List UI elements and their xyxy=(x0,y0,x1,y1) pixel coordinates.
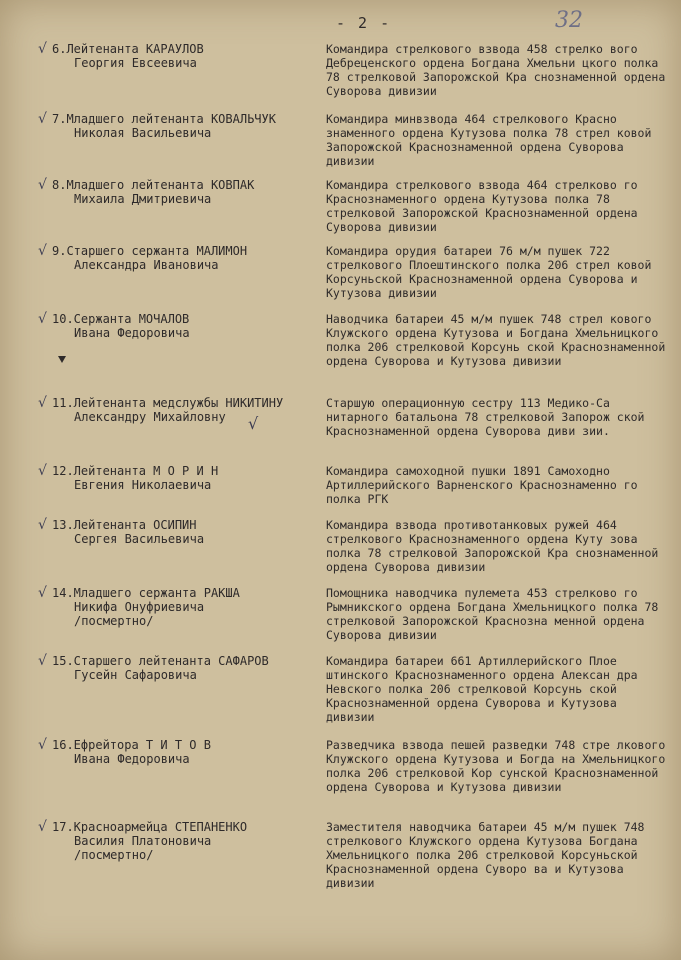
checkmark-icon: √ xyxy=(38,111,47,127)
checkmark-icon: √ xyxy=(38,395,47,411)
rank-and-name xyxy=(52,42,322,70)
checkmark-icon: √ xyxy=(38,737,47,753)
first-name-patronymic: Василия Платоновича xyxy=(74,834,212,848)
posthumous-note: /посмертно/ xyxy=(74,848,154,862)
rank-surname: 10.Сержанта МОЧАЛОВ xyxy=(52,312,190,326)
position-text: Разведчика взвода пешей разведки 748 стре лкового Клужского ордена Кутузова и Богда на Хмельницкого полка 206 стрелковой Кор сунской Краснознаменной ордена Суворова и Кутузова дивизии xyxy=(326,738,666,794)
first-name-patronymic: Николая Васильевича xyxy=(74,126,212,140)
rank-surname: 11.Лейтенанта медслужбы НИКИТИНУ xyxy=(52,396,284,410)
rank-surname: 14.Младшего сержанта РАКША xyxy=(52,586,240,600)
first-name-patronymic: Александра Ивановича xyxy=(74,258,219,272)
rank-surname: 9.Старшего сержанта МАЛИМОН xyxy=(52,244,248,258)
position-text: Командира самоходной пушки 1891 Самоходно Артиллерийского Варненского Краснознаменно го полка РГК xyxy=(326,464,638,506)
checkmark-icon: √ xyxy=(38,243,47,259)
position-text: Заместителя наводчика батареи 45 м/м пушек 748 стрелкового Клужского ордена Кутузова Богдана Хмельницкого полка 206 стрелковой Корсуньской Краснознаменной ордена Суворо ва и Кутузова дивизии xyxy=(326,820,645,890)
checkmark-icon: √ xyxy=(38,585,47,601)
checkmark-icon: √ xyxy=(38,653,47,669)
rank-surname: 12.Лейтенанта М О Р И Н xyxy=(52,464,219,478)
page-number: - 2 - xyxy=(336,14,392,32)
archive-handwritten-number: 32 xyxy=(555,8,583,33)
first-name-patronymic: Никифа Онуфриевича xyxy=(74,600,205,614)
rank-surname: 8.Младшего лейтенанта КОВПАК xyxy=(52,178,255,192)
first-name-patronymic: Георгия Евсеевича xyxy=(74,56,197,70)
first-name-patronymic: Александру Михайловну xyxy=(74,410,226,424)
first-name-patronymic: Гусейн Сафаровича xyxy=(74,668,197,682)
position-text: Наводчика батареи 45 м/м пушек 748 стрел кового Клужского ордена Кутузова и Богдана Хмельницкого полка 206 стрелковой Корсунь ской Краснознаменной ордена Суворова и Кутузова дивизии xyxy=(326,312,666,368)
position-text: Командира минвзвода 464 стрелкового Красно знаменного ордена Кутузова полка 78 стрел ковой Запорожской Краснознаменной ордена Суворова дивизии xyxy=(326,112,652,168)
handwritten-checkmark-icon: √ xyxy=(248,414,259,433)
rank-and-name xyxy=(52,738,322,766)
first-name-patronymic: Михаила Дмитриевича xyxy=(74,192,212,206)
rank-and-name xyxy=(52,244,322,272)
rank-and-name xyxy=(52,586,322,628)
checkmark-icon: √ xyxy=(38,177,47,193)
position-text: Командира взвода противотанковых ружей 464 стрелкового Краснознаменного ордена Куту зова полка 78 стрелковой Запорожской Кра снознаменной ордена Суворова дивизии xyxy=(326,518,659,574)
rank-and-name xyxy=(52,654,322,682)
rank-surname: 6.Лейтенанта КАРАУЛОВ xyxy=(52,42,204,56)
position-text: Помощника наводчика пулемета 453 стрелково го Рымникского ордена Богдана Хмельницкого полка 78 стрелковой Запорожской Краснозна менной ордена Суворова дивизии xyxy=(326,586,659,642)
rank-and-name xyxy=(52,112,322,140)
rank-surname: 13.Лейтенанта ОСИПИН xyxy=(52,518,197,532)
rank-surname: 7.Младшего лейтенанта КОВАЛЬЧУК xyxy=(52,112,276,126)
first-name-patronymic: Сергея Васильевича xyxy=(74,532,205,546)
rank-and-name xyxy=(52,464,322,492)
position-text: Командира батареи 661 Артиллерийского Плое штинского Краснознаменного ордена Алексан дра Невского полка 206 стрелковой Корсунь ской Краснознаменной ордена Суворова и Кутузова дивизии xyxy=(326,654,638,724)
checkmark-icon: √ xyxy=(38,311,47,327)
checkmark-icon: √ xyxy=(38,463,47,479)
rank-surname: 15.Старшего лейтенанта САФАРОВ xyxy=(52,654,269,668)
position-text: Старшую операционную сестру 113 Медико-Са нитарного батальона 78 стрелковой Запорож ской Краснознаменной ордена Суворова диви зии. xyxy=(326,396,645,438)
first-name-patronymic: Ивана Федоровича xyxy=(74,326,190,340)
rank-and-name xyxy=(52,396,322,424)
checkmark-icon: √ xyxy=(38,517,47,533)
rank-surname: 17.Красноармейца СТЕПАНЕНКО xyxy=(52,820,248,834)
rank-and-name xyxy=(52,820,322,862)
first-name-patronymic: Ивана Федоровича xyxy=(74,752,190,766)
first-name-patronymic: Евгения Николаевича xyxy=(74,478,212,492)
rank-surname: 16.Ефрейтора Т И Т О В xyxy=(52,738,211,752)
posthumous-note: /посмертно/ xyxy=(74,614,154,628)
checkmark-icon: √ xyxy=(38,819,47,835)
position-text: Командира стрелкового взвода 458 стрелко вого Дебреценского ордена Богдана Хмельни цкого полка 78 стрелковой Запорожской Кра снознаменной ордена Суворова дивизии xyxy=(326,42,666,98)
checkmark-icon: √ xyxy=(38,41,47,57)
position-text: Командира стрелкового взвода 464 стрелково го Краснознаменного ордена Кутузова полка 78 стрелковой Запорожской Краснознаменной ордена Суворова дивизии xyxy=(326,178,638,234)
rank-and-name xyxy=(52,518,322,546)
rank-and-name xyxy=(52,178,322,206)
ink-mark-icon xyxy=(58,356,66,363)
rank-and-name xyxy=(52,312,322,340)
position-text: Командира орудия батареи 76 м/м пушек 722 стрелкового Плоештинского полка 206 стрел ковой Корсуньской Краснознаменной ордена Суворова и Кутузова дивизии xyxy=(326,244,652,300)
